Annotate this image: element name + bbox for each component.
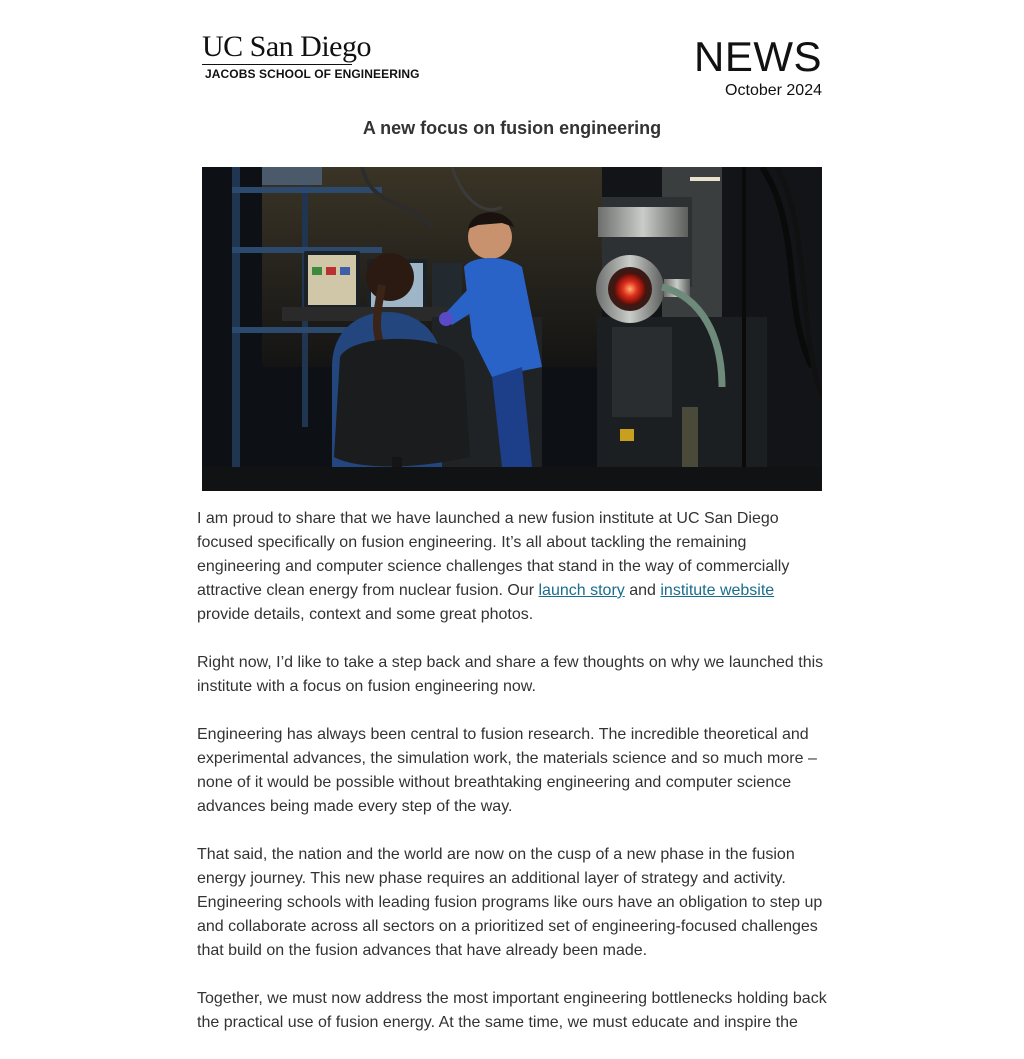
ucsd-jacobs-logo[interactable] (202, 30, 420, 84)
newsletter-date: October 2024 (725, 82, 822, 99)
paragraph-1 (197, 507, 829, 627)
paragraph-5: Together, we must now address the most important engineering bottlenecks holding back the practical use of fusion energy. At the same time, we must educate and inspire the (197, 990, 827, 1031)
logo-uc-san-diego: UC San Diego (202, 30, 371, 63)
paragraph-1-text-before: I am proud to share that we have launched a new fusion institute at UC San Diego focused specifically on fusion engineering. It’s all about tackling the remaining engineering and computer science challenges that stand in the way of commercially attractive clean energy from nuclear fusion. Our (197, 510, 790, 599)
paragraph-1-text-mid: and (624, 582, 661, 599)
launch-story-link[interactable]: launch story (538, 582, 625, 599)
article-body (197, 507, 829, 1059)
hero-image-lab (202, 167, 822, 491)
paragraph-4: That said, the nation and the world are now on the cusp of a new phase in the fusion energy journey. This new phase requires an additional layer of strategy and activity. Engineering schools with leading fusion programs like ours have an obligation to step up and collaborate across all sectors on a prioritized set of engineering-focused challenges that build on the fusion advances that have already been made. (197, 846, 823, 959)
institute-website-link[interactable]: institute website (660, 582, 775, 599)
newsletter-title: NEWS (694, 33, 822, 80)
paragraph-2: Right now, I’d like to take a step back and share a few thoughts on why we launched this institute with a focus on fusion engineering now. (197, 654, 824, 695)
paragraph-1-text-after: provide details, context and some great photos. (197, 606, 534, 623)
article-headline: A new focus on fusion engineering (362, 118, 662, 138)
logo-jacobs-school: JACOBS SCHOOL OF ENGINEERING (205, 67, 420, 81)
paragraph-3: Engineering has always been central to fusion research. The incredible theoretical and experimental advances, the simulation work, the materials science and so much more – none of it would be possible without breathtaking engineering and computer science advances being made every step of the way. (197, 726, 817, 815)
lab-photo-illustration (202, 167, 822, 491)
logo-divider (202, 64, 352, 65)
